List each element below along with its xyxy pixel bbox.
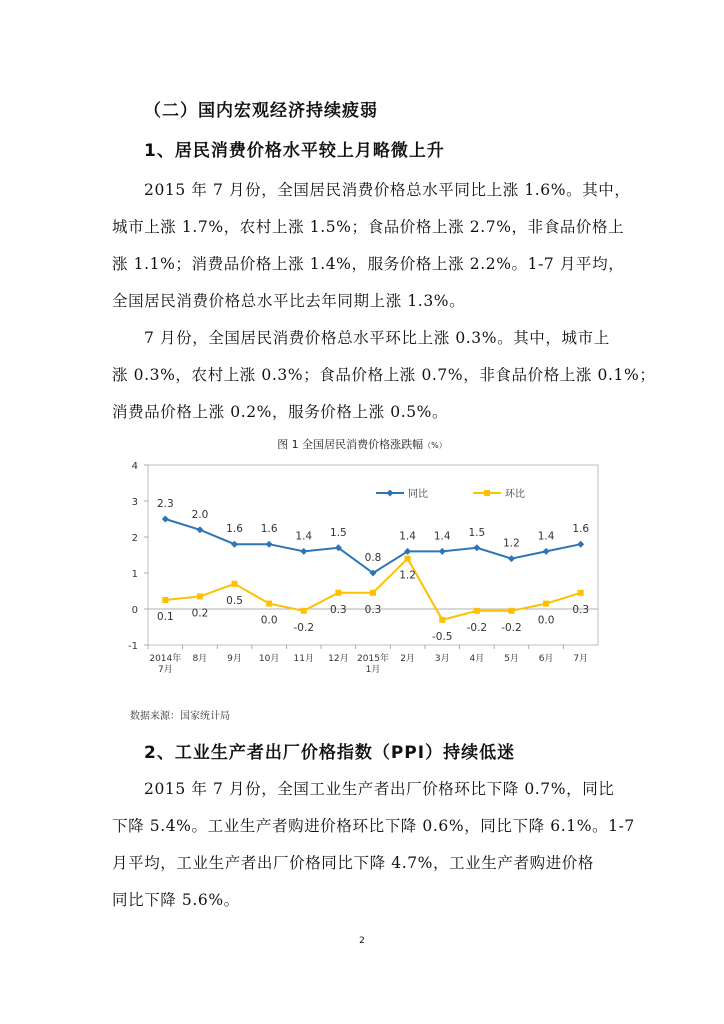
x-tick-label: 2014年 7月 [149,654,182,675]
text-line: 2015 年 7 月份，全国工业生产者出厂价格环比下降 0.7%，同比 [144,780,615,798]
data-label: 1.6 [260,523,278,536]
figure-title-text: 图 1 全国居民消费价格涨跌幅 [277,438,424,451]
data-label: 1.5 [468,526,486,539]
data-point [508,608,514,614]
data-label: 1.2 [399,569,416,582]
data-label: 0.5 [226,594,243,607]
y-tick-label: -1 [128,641,138,652]
legend-label: 同比 [408,489,428,500]
data-point [508,555,515,562]
data-point [301,608,307,614]
data-point [474,608,480,614]
section-heading: （二）国内宏观经济持续疲弱 [144,101,378,121]
text-line: 涨 1.1%；消费品价格上涨 1.4%，服务价格上涨 2.2%。1-7 月平均， [112,255,625,273]
data-label: 0.0 [537,614,555,627]
legend-layer [376,487,525,500]
data-point [197,593,203,599]
y-tick-label: 4 [131,461,138,472]
x-tick-label: 3月 [434,654,450,664]
x-tick-label: 11月 [293,654,314,664]
x-tick-label: 4月 [469,654,485,664]
y-tick-label: 1 [131,569,138,580]
x-tick-label: 10月 [258,654,280,664]
data-point [543,601,549,607]
data-label: 1.4 [295,530,313,543]
data-label: 1.4 [399,530,416,543]
data-point [196,526,203,533]
cpi-line-chart [118,450,608,690]
data-label: -0.2 [501,621,522,634]
x-tick-label: 5月 [504,654,519,664]
data-label: 0.8 [364,552,382,564]
subheading-ppi: 2、工业生产者出厂价格指数（PPI）持续低迷 [144,743,516,763]
data-source: 数据来源：国家统计局 [130,711,230,722]
text-line: 月平均，工业生产者出厂价格同比下降 4.7%，工业生产者购进价格 [112,854,595,872]
data-point [300,548,307,555]
data-label: 2.0 [191,508,209,521]
text-line: 同比下降 5.6%。 [112,891,240,909]
data-label: -0.5 [431,630,453,643]
data-point [335,590,341,596]
data-label: 1.2 [503,537,520,550]
data-label: 1.4 [433,530,451,543]
x-tick-label: 6月 [538,654,554,664]
x-tick-label: 7月 [573,654,589,664]
data-point [162,597,168,603]
x-tick-label: 9月 [227,654,242,664]
subheading-cpi: 1、居民消费价格水平较上月略微上升 [144,141,445,161]
text-line: 全国居民消费价格总水平比去年同期上涨 1.3%。 [112,292,466,310]
text-line: 2015 年 7 月份，全国居民消费价格总水平同比上涨 1.6%。其中， [144,181,631,199]
data-label: 1.6 [572,523,590,536]
data-point [370,590,376,596]
data-point [543,548,550,555]
text-line: 消费品价格上涨 0.2%，服务价格上涨 0.5%。 [112,403,449,421]
data-label: 1.6 [226,523,243,536]
text-line: 涨 0.3%，农村上涨 0.3%；食品价格上涨 0.7%，非食品价格上涨 0.1%； [112,366,656,384]
figure-unit: （%） [423,441,447,450]
text-line: 7 月份，全国居民消费价格总水平环比上涨 0.3%。其中，城市上 [144,329,610,347]
legend-marker [387,490,394,497]
data-point [266,601,272,607]
x-tick-label: 8月 [192,654,208,664]
x-tick-label: 12月 [328,654,349,664]
y-tick-label: 3 [131,497,138,508]
page-number: 2 [359,936,365,946]
data-point [439,548,446,555]
x-tick-label: 2月 [400,654,415,664]
data-point [162,516,169,523]
data-point [266,541,273,548]
data-label: -0.2 [466,621,488,634]
data-label: 2.3 [156,498,174,510]
data-point [231,541,238,548]
data-label: 0.3 [364,603,382,616]
data-label: 0.0 [260,614,278,627]
data-label: 0.1 [156,611,174,623]
legend-marker [484,490,490,496]
data-label: 0.2 [191,607,209,620]
y-tick-label: 2 [131,533,138,544]
data-label: 1.4 [537,530,555,543]
data-point [473,544,480,551]
data-label: 0.3 [330,603,347,616]
data-point [577,541,584,548]
data-point [578,590,584,596]
data-label: 0.3 [572,603,590,616]
text-line: 城市上涨 1.7%，农村上涨 1.5%；食品价格上涨 2.7%，非食品价格上 [112,218,625,236]
text-line: 下降 5.4%。工业生产者购进价格环比下降 0.6%，同比下降 6.1%。1-7 [112,817,635,835]
data-point [405,556,411,562]
data-point [232,581,238,587]
x-tick-label: 2015年 1月 [357,654,389,675]
legend-label: 环比 [505,489,525,500]
data-label: -0.2 [293,621,315,634]
y-tick-label: 0 [131,605,138,616]
data-label: 1.5 [330,526,347,539]
data-point [439,617,445,623]
